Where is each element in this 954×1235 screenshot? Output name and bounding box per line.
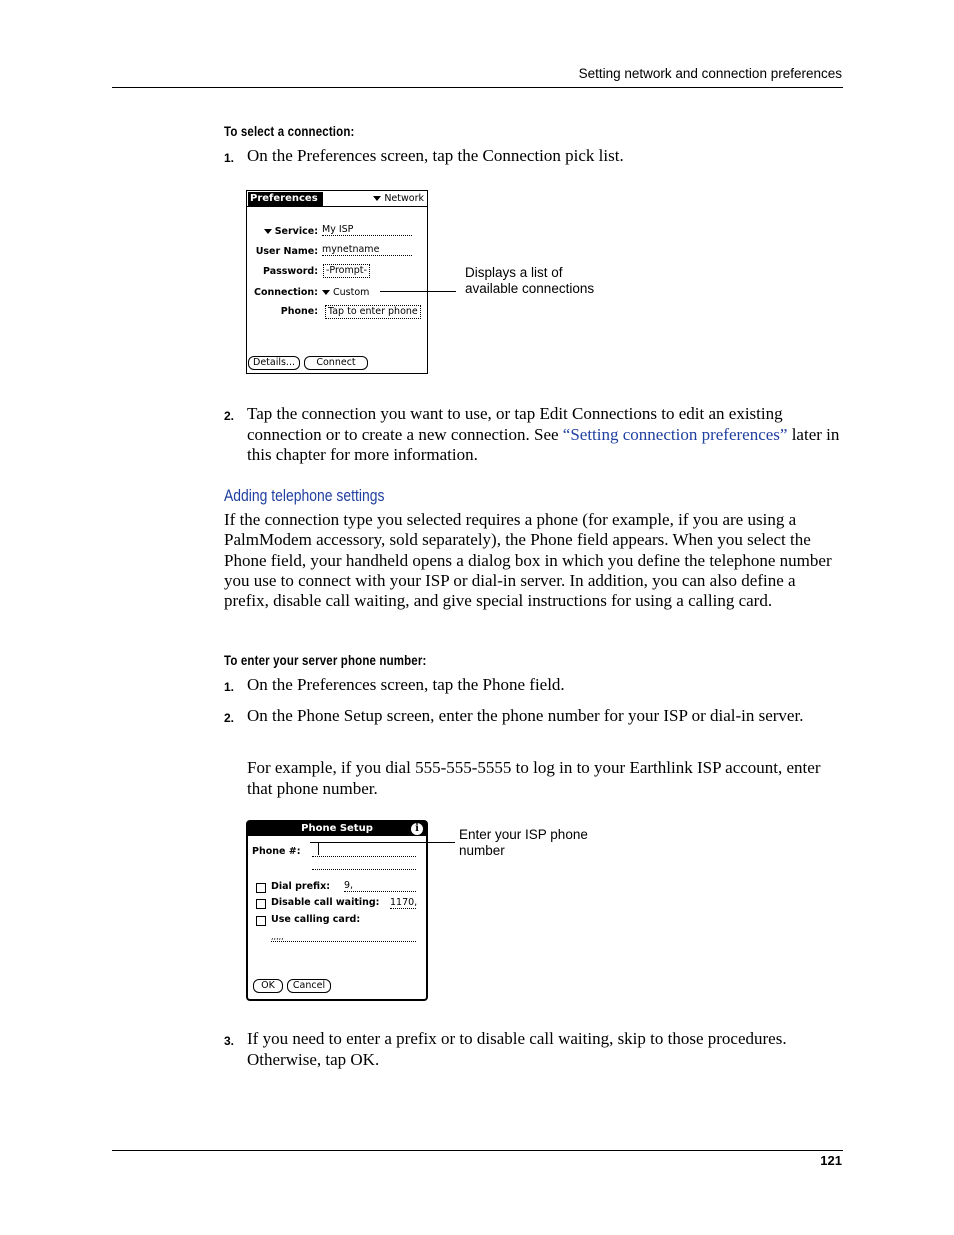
- connect-button[interactable]: Connect: [304, 356, 368, 370]
- chevron-down-icon: [264, 229, 272, 234]
- connection-label: Connection:: [254, 287, 318, 298]
- step-text: On the Preferences screen, tap the Phone field.: [247, 675, 565, 694]
- disable-call-waiting-field[interactable]: 1170,: [390, 897, 418, 908]
- category-picker[interactable]: Network: [373, 193, 424, 204]
- field-underline: [322, 255, 412, 256]
- step-text: Tap the connection you want to use, or tap Edit Connections to edit an existing connection or to create a new connection. See “Setting connection preferences” later in this chapter for more information.: [247, 404, 840, 464]
- step-number: 1.: [224, 151, 235, 165]
- field-underline: [344, 891, 416, 892]
- field-underline: [271, 941, 416, 942]
- service-value[interactable]: My ISP: [322, 224, 354, 235]
- callout-connection: Displays a list of available connections: [465, 265, 595, 296]
- cross-reference-link[interactable]: “Setting connection preferences”: [562, 424, 788, 444]
- disable-call-waiting-checkbox[interactable]: [256, 899, 266, 909]
- footer-rule: [112, 1150, 843, 1151]
- phone-number-input-line2[interactable]: [312, 869, 416, 870]
- procedure-heading-select-connection: To select a connection:: [224, 123, 355, 139]
- step-number: 2.: [224, 711, 235, 725]
- service-label[interactable]: Service:: [247, 226, 318, 237]
- dial-prefix-field[interactable]: 9,: [344, 880, 354, 891]
- text-cursor: [318, 843, 319, 855]
- title-rule: [247, 206, 427, 207]
- callout-phone: Enter your ISP phone number: [459, 827, 588, 858]
- dialog-title: Phone Setup: [248, 822, 426, 836]
- section-heading: Adding telephone settings: [224, 486, 385, 505]
- password-label: Password:: [262, 266, 318, 277]
- username-field[interactable]: mynetname: [322, 244, 380, 255]
- step-example: For example, if you dial 555-555-5555 to log in to your Earthlink ISP account, enter that phone number.: [247, 758, 821, 798]
- password-field[interactable]: -Prompt-: [323, 264, 370, 278]
- section-paragraph: If the connection type you selected requires a phone (for example, if you are using a PalmModem accessory, sold separately), the Phone field appears. When you select the Phone field, your handheld opens a dialog box in which you define the telephone number you use to connect with your ISP or dial-in server. In addition, you can also define a prefix, disable call waiting, and give special instructions for using a calling card.: [224, 510, 832, 611]
- field-underline: [390, 908, 416, 909]
- procedure-heading-enter-phone: To enter your server phone number:: [224, 652, 427, 668]
- dial-prefix-checkbox[interactable]: [256, 883, 266, 893]
- calling-card-label: Use calling card:: [271, 914, 361, 925]
- phone-label: Phone:: [280, 306, 318, 317]
- page-number: 121: [820, 1153, 842, 1168]
- cancel-button[interactable]: Cancel: [287, 979, 331, 993]
- screen-title: Preferences: [248, 192, 323, 206]
- phone-field[interactable]: Tap to enter phone: [325, 305, 421, 319]
- step-text: On the Preferences screen, tap the Connection pick list.: [247, 146, 624, 165]
- step-number: 3.: [224, 1034, 235, 1048]
- header-rule: [112, 87, 843, 88]
- calling-card-checkbox[interactable]: [256, 916, 266, 926]
- username-label: User Name:: [255, 246, 318, 257]
- info-icon[interactable]: i: [411, 823, 423, 835]
- ok-button[interactable]: OK: [253, 979, 283, 993]
- connection-picker[interactable]: Custom: [322, 287, 369, 298]
- step-number: 2.: [224, 409, 235, 423]
- callout-leader: [380, 291, 456, 292]
- details-button[interactable]: Details...: [248, 356, 300, 370]
- phone-number-label: Phone #:: [252, 846, 301, 857]
- step-number: 1.: [224, 680, 235, 694]
- chevron-down-icon: [322, 290, 330, 295]
- step-text: On the Phone Setup screen, enter the phone number for your ISP or dial-in server.: [247, 706, 804, 725]
- chevron-down-icon: [373, 196, 381, 201]
- dial-prefix-label: Dial prefix:: [271, 881, 331, 892]
- field-underline: [322, 235, 412, 236]
- phone-setup-dialog: [246, 820, 428, 1001]
- preferences-screen: [246, 190, 428, 374]
- callout-leader: [310, 842, 455, 843]
- step-text: If you need to enter a prefix or to disable call waiting, skip to those procedures. Otherwise, tap OK.: [247, 1029, 787, 1069]
- calling-card-field[interactable]: ,,,,,: [271, 932, 284, 941]
- disable-call-waiting-label: Disable call waiting:: [271, 897, 380, 908]
- phone-number-input[interactable]: [312, 856, 416, 857]
- running-header: Setting network and connection preferences: [578, 66, 842, 81]
